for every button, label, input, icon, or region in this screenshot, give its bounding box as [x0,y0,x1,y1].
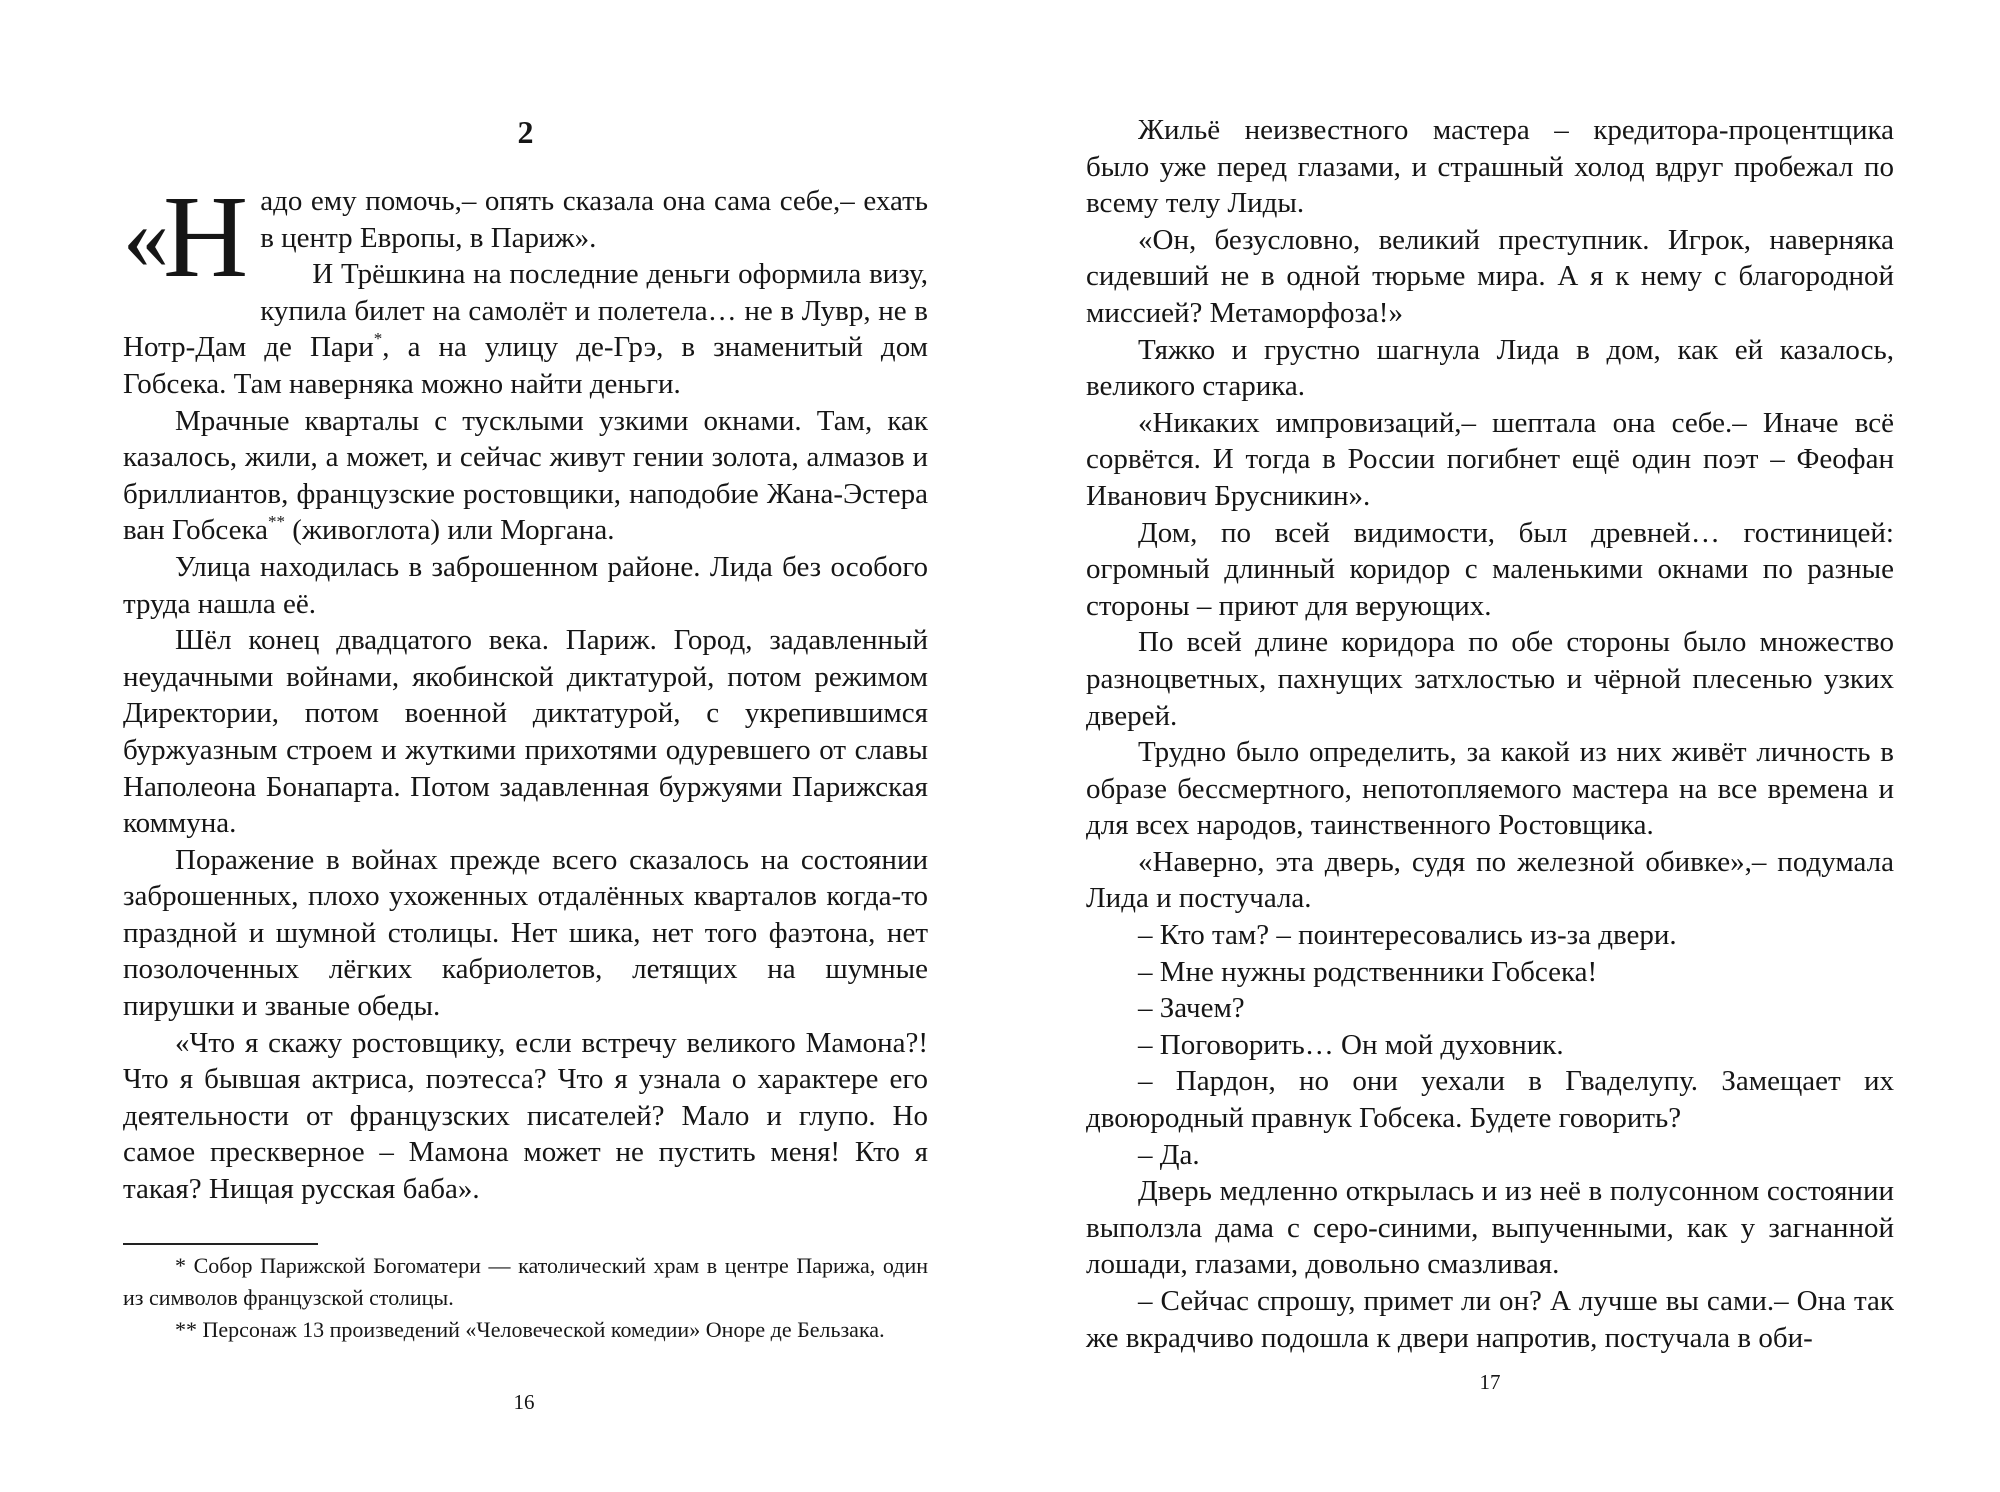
paragraph-text: (живоглота) или Моргана. [285,514,615,547]
paragraph-text: адо ему помочь,– опять сказала она сама себе,– ехать в центр Европы, в Париж». [260,185,928,254]
page-number-left: 16 [513,1390,535,1414]
paragraph-2: «Он, безусловно, великий преступник. Игрок, наверняка сидевший не в одной тюрьме мира. А я к нему с благородной миссией? Метаморфоза!» [1086,223,1894,329]
drop-cap [123,171,249,302]
paragraph-6: По всей длине коридора по обе стороны было множество разноцветных, пахнущих затхлостью и чёрной плесенью узких дверей. [1086,626,1894,732]
footnote-mark: * [373,329,383,349]
dialogue-line-6: – Да. [1138,1138,1200,1171]
paragraph-1: Жильё неизвестного мастера – кредитора-процентщика было уже перед глазами, и страшный холод вдруг пробежал по всему телу Лиды. [1086,114,1894,220]
paragraph-4: «Никаких импровизаций,– шептала она себе.– Иначе всё сорвётся. И тогда в России погибнет ещё один поэт – Феофан Иванович Брусникин». [1086,406,1894,512]
paragraph-text: Мрачные кварталы с тусклыми узкими окнами. Там, как казалось, жили, а может, и сейчас живут гении золота, алмазов и бриллиантов, французские ростовщики, наподобие Жана-Эстера ван Гобсека [123,404,928,547]
paragraph-7: Трудно было определить, за какой из них живёт личность в образе бессмертного, непотопляемого мастера на все времена и для всех народов, таинственного Ростовщика. [1086,736,1894,842]
drop-cap-letter: Н [163,171,249,302]
paragraph-text: И Трёшкина на последние деньги оформила визу, купила билет на самолёт и полетела… не в Лувр, не в Нотр-Дам де Пари [123,258,928,364]
paragraph-5: Шёл конец двадцатого века. Париж. Город, задавленный неудачными войнами, якобинской диктатурой, потом режимом Директории, потом военной диктатурой, с укрепившимся буржуазным строем и жуткими прихотями одуревшего от славы Наполеона Бонапарта. Потом задавленная буржуями Парижская коммуна. [123,624,928,840]
paragraph-5: Дом, по всей видимости, был древней… гостиницей: огромный длинный коридор с маленькими окнами по разные стороны – приют для верующих. [1086,516,1894,622]
dialogue-line-5: – Пардон, но они уехали в Гваделупу. Замещает их двоюродный правнук Гобсека. Будете говорить? [1086,1065,1894,1135]
dialogue-line-1: – Кто там? – поинтересовались из-за двери. [1138,919,1677,952]
footnote-2: ** Персонаж 13 произведений «Человеческой комедии» Оноре де Бельзака. [175,1317,885,1342]
left-page-body [123,171,928,1208]
right-page-body [1086,112,1894,1356]
paragraph-9: Дверь медленно открылась и из неё в полусонном состоянии выползла дама с серо-синими, выпученными, как у загнанной лошади, глазами, довольно смазливая. [1086,1175,1894,1281]
paragraph-4: Улица находилась в заброшенном районе. Лида без особого труда нашла её. [123,550,928,620]
chapter-number: 2 [517,114,534,150]
drop-cap-quote: « [123,186,163,288]
dialogue-line-4: – Поговорить… Он мой духовник. [1138,1028,1564,1061]
paragraph-7: «Что я скажу ростовщику, если встречу великого Мамона?! Что я бывшая актриса, поэтесса? Что я узнала о характере его деятельности от французских писателей? Мало и глупо. Но самое прескверное – Мамона может не пустить меня! Кто я такая? Нищая русская баба». [123,1026,928,1206]
footnotes [123,1250,928,1346]
paragraph-text: , а на улицу де-Грэ, в знаменитый дом Гобсека. Там наверняка можно найти деньги. [123,331,928,400]
footnote-divider [123,1243,318,1245]
right-page [1000,0,2000,1492]
paragraph-1 [123,171,928,302]
paragraph-3: Тяжко и грустно шагнула Лида в дом, как ей казалось, великого старика. [1086,333,1894,403]
paragraph-6: Поражение в войнах прежде всего сказалось на состоянии заброшенных, плохо ухоженных отдалённых кварталов когда-то праздной и шумной столицы. Нет шика, нет того фаэтона, нет позолоченных лёгких кабриолетов, летящих на шумные пирушки и званые обеды. [123,843,928,1023]
dialogue-line-2: – Мне нужны родственники Гобсека! [1138,955,1598,988]
footnote-mark: ** [268,512,286,532]
footnote-1: * Собор Парижской Богоматери — католический храм в центре Парижа, один из символов французской столицы. [123,1253,928,1310]
dialogue-line-7: – Сейчас спрошу, примет ли он? А лучше вы сами.– Она так же вкрадчиво подошла к двери напротив, постучала в оби- [1086,1285,1894,1354]
page-number-right: 17 [1479,1370,1501,1394]
dialogue-line-3: – Зачем? [1138,992,1245,1025]
paragraph-8: «Наверно, эта дверь, судя по железной обивке»,– подумала Лида и постучала. [1086,845,1894,915]
paragraph-3 [123,403,928,549]
